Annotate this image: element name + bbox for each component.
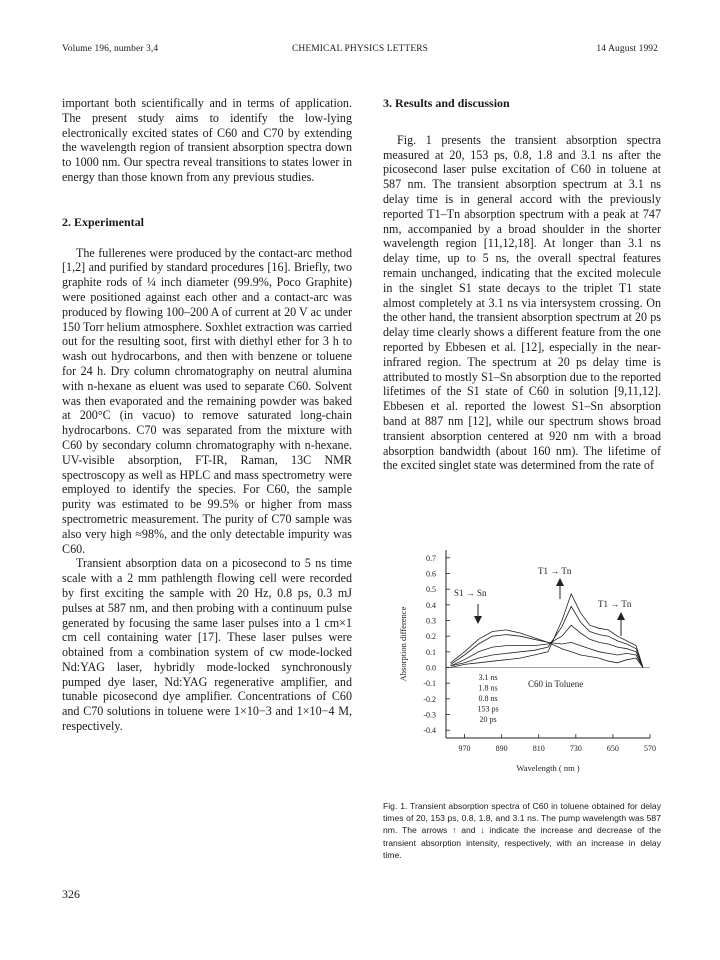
legend-entry: 0.8 ns bbox=[478, 694, 498, 703]
figure-1 bbox=[388, 542, 660, 792]
y-tick-label: -0.2 bbox=[423, 694, 436, 704]
experimental-heading: 2. Experimental bbox=[62, 214, 144, 229]
y-tick-label: 0.1 bbox=[426, 647, 436, 657]
results-paragraph: Fig. 1 presents the transient absorption spectra measured at 20, 153 ps, 0.8, 1.8 and 3.1 ns after the picosecond laser pulse excitation of C60 in toluene at 587 nm. The transient absorption spectrum at 3.1 ns delay time is in general accord with the previously reported T1–Tn absorption spectrum with a peak at 747 nm, accompanied by a broad shoulder in the shorter wavelength region [11,12,18]. At longer than 3.1 ns delay time, up to 5 ns, the overall spectral features remain unchanged, indicating that the excited molecule in the singlet S1 state decays to the triplet T1 state almost completely at 3.1 ns via intersystem crossing. On the other hand, the transient absorption spectrum at 20 ps delay time clearly shows a different feature from the one reported by Ebbesen et al. [12], especially in the near-infrared region. The spectrum at 20 ps delay time is attributed to mostly S1–Sn absorption due to the reported lifetimes of the S1 state of C60 in solution [9,11,12]. Ebbesen et al. reported the lowest S1–Sn absorption band at 887 nm [12], while our spectrum shows broad transient absorption centered at 920 nm with a broad absorption bandwidth (about 160 nm). The lifetime of the excited singlet state was determined from the rate of bbox=[383, 132, 661, 473]
y-tick-label: 0.3 bbox=[426, 616, 436, 626]
y-tick-label: 0.6 bbox=[426, 569, 436, 579]
transient-absorption-chart bbox=[388, 542, 660, 792]
t1-tn-label-right: T1 → Tn bbox=[598, 599, 632, 609]
series-20-ps bbox=[451, 630, 643, 668]
arrow-up-head-icon bbox=[617, 612, 625, 620]
arrow-up-head-icon bbox=[556, 578, 564, 586]
s1-sn-label: S1 → Sn bbox=[454, 588, 487, 598]
results-heading: 3. Results and discussion bbox=[383, 96, 510, 110]
transient-absorption-paragraph: Transient absorption data on a picosecond to 5 ns time scale with a 2 mm pathlength flowing cell were recorded by first exciting the sample with 20 Hz, 0.8 ps, 0.3 mJ pulses at 587 nm, and then probing with a continuum pulse generated by focusing the same laser pulses into a 1 cm×1 cm cell containing water [17]. These laser pulses were obtained from a combination system of cw mode-locked Nd:YAG laser, hybridly mode-locked synchronously pumped dye laser, Nd:YAG regenerative amplifier, and tunable picosecond dye amplifier. Concentrations of C60 and C70 solutions in toluene were 1×10−3 and 1×10−4 M, respectively. bbox=[62, 556, 352, 734]
y-tick-label: 0.4 bbox=[426, 600, 436, 610]
x-tick-label: 570 bbox=[644, 744, 656, 753]
y-tick-label: 0.5 bbox=[426, 585, 436, 595]
legend-entry: 20 ps bbox=[479, 715, 497, 724]
journal-title: CHEMICAL PHYSICS LETTERS bbox=[291, 44, 429, 54]
x-tick-label: 810 bbox=[532, 744, 545, 753]
left-column bbox=[62, 96, 352, 734]
series-0.8-ns bbox=[451, 625, 643, 667]
x-tick-label: 730 bbox=[569, 744, 582, 753]
y-tick-label: -0.3 bbox=[423, 710, 436, 720]
legend-entry: 153 ps bbox=[477, 704, 499, 714]
x-tick-label: 890 bbox=[495, 744, 508, 753]
y-tick-label: 0.7 bbox=[426, 553, 436, 563]
page-number: 326 bbox=[62, 887, 80, 901]
volume-info: Volume 196, number 3,4 bbox=[62, 44, 159, 54]
figure-caption: Fig. 1. Transient absorption spectra of C60 in toluene obtained for delay times of 20, 153 ps, 0.8, 1.8, and 3.1 ns. The pump wavelength was 587 nm. The arrows ↑ and ↓ indicate the increase and decrease of the transient absorption intensity, respectively, with an increase in delay time. bbox=[383, 801, 661, 860]
issue-date: 14 August 1992 bbox=[596, 44, 658, 54]
sample-label: C60 in Toluene bbox=[528, 679, 584, 689]
legend-entry: 3.1 ns bbox=[478, 673, 498, 682]
t1-tn-label-top: T1 → Tn bbox=[538, 566, 572, 576]
arrow-down-head-icon bbox=[474, 616, 482, 624]
x-tick-label: 970 bbox=[458, 744, 471, 753]
running-head bbox=[62, 44, 658, 58]
right-column bbox=[383, 96, 661, 473]
y-tick-label: -0.4 bbox=[423, 726, 436, 736]
series-1.8-ns bbox=[451, 606, 643, 667]
x-axis-label: Wavelength ( nm ) bbox=[516, 763, 580, 773]
y-tick-label: 0.0 bbox=[426, 663, 436, 673]
legend-entry: 1.8 ns bbox=[478, 683, 498, 693]
y-tick-label: 0.2 bbox=[426, 632, 436, 642]
intro-paragraph-end: important both scientifically and in terms of application. The present study aims to identify the low-lying electronically excited states of C60 and C70 by extending the wavelength region of transient absorption spectra down to 1000 nm. Our spectra reveal transitions to states lower in energy than those known from any previous studies. bbox=[62, 96, 352, 184]
y-axis-label: Absorption difference bbox=[398, 606, 408, 682]
x-tick-label: 650 bbox=[606, 744, 619, 753]
fullerene-preparation-paragraph: The fullerenes were produced by the contact-arc method [1,2] and purified by standard procedures [16]. Briefly, two graphite rods of ¼ inch diameter (99.9%, Poco Graphite) were positioned against each other and a contact-arc was produced by flowing 100–200 A of current at 20 V ac under 150 Torr helium atmosphere. Soxhlet extraction was carried out for the resulting soot, first with diethyl ether for 3 h to wash out hydrocarbons, and then with benzene or toluene for 24 h. Dry column chromatography on neutral alumina with n-hexane as eluent was used to separate C60. Solvent was then evaporated and the remaining powder was baked at 200°C (in vacuo) to remove saturated long-chain hydrocarbons. C70 was separated from the mixture with C60 by secondary column chromatography with n-hexane. UV-visible absorption, FT-IR, Raman, 13C NMR spectroscopy as well as HPLC and mass spectrometry were employed to identify the species. For C60, the sample purity was estimated to be 99.5% or higher from mass spectrometric measurement. The purity of C70 sample was also very high ≈98%, and the only detectable impurity was C60. bbox=[62, 245, 352, 556]
y-tick-label: -0.1 bbox=[423, 679, 436, 689]
